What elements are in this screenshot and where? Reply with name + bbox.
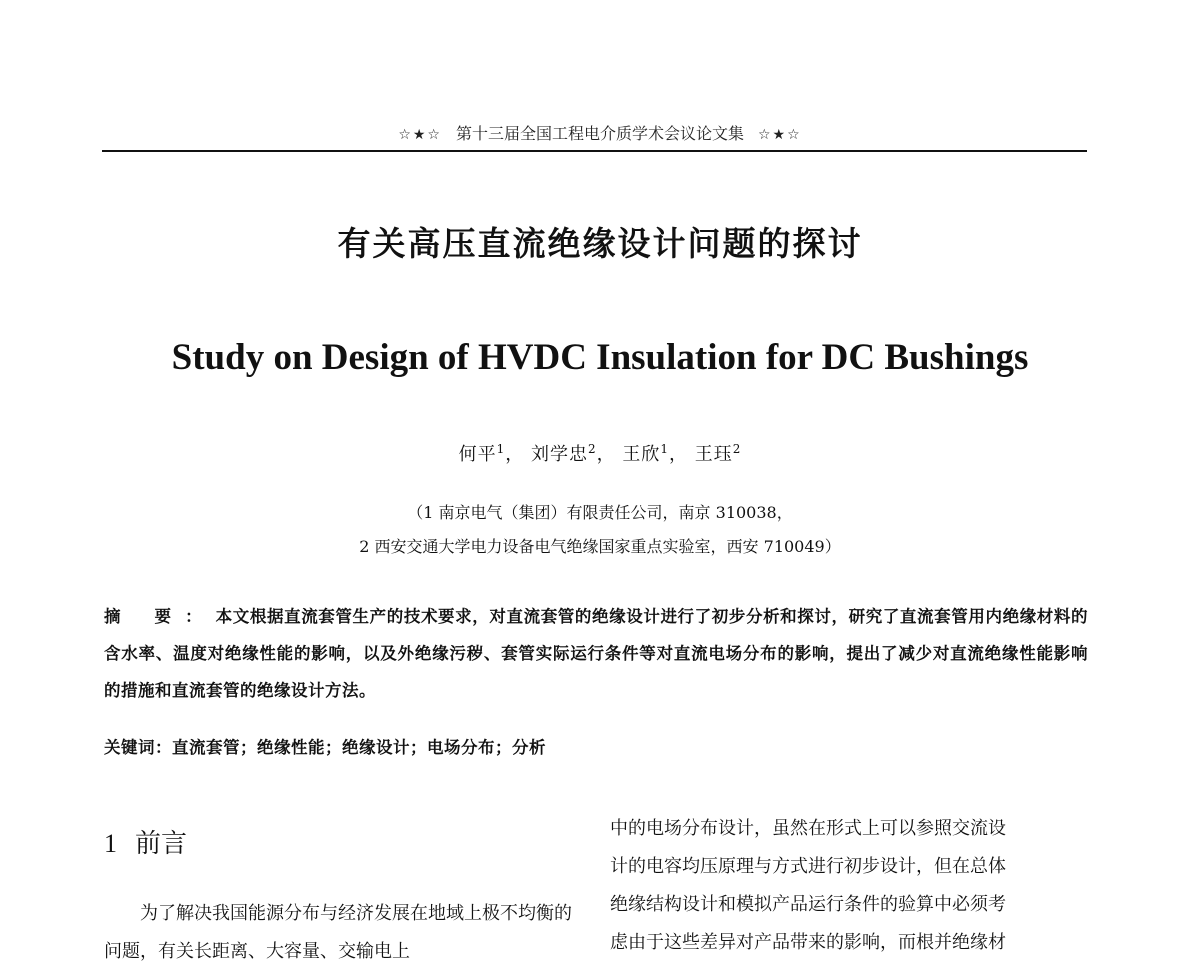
author-affiliation-mark: 2 [587,442,597,456]
running-header [0,121,1200,144]
body-line: 计的电容均压原理与方式进行初步设计，但在总体 [610,856,1006,877]
keywords-label: 关键词： [104,738,172,757]
body-line: 绝缘结构设计和模拟产品运行条件的验算中必须考 [610,894,1006,915]
body-paragraph: 为了解决我国能源分布与经济发展在地域上极不均衡的问题，有关长距离、大容量、交输电上 [104,903,572,962]
author-name: 王珏 [694,444,733,465]
author-list [0,440,1200,466]
author-name: 何平 [458,444,497,465]
abstract-text: 本文根据直流套管生产的技术要求，对直流套管的绝缘设计进行了初步分析和探讨，研究了直流套管用内绝缘材料的含水率、温度对绝缘性能的影响，以及外绝缘污秽、套管实际运行条件等对直流电场分布的影响，提出了减少对直流绝缘性能影响的措施和直流套管的绝缘设计方法。 [104,607,1088,700]
author-separator: ， [505,444,525,465]
author-affiliation-mark: 1 [496,442,506,456]
author-name: 刘学忠 [530,444,588,465]
paper-title-english: Study on Design of HVDC Insulation for DC Bushings [171,337,1029,378]
affiliation-line: （1 南京电气（集团）有限责任公司，南京 310038， [407,503,793,522]
body-column-left [104,895,586,971]
keywords-block [104,734,546,758]
section-number: 1 [104,829,117,858]
star-ornament-right: ☆★☆ [758,127,802,143]
body-line: 中的电场分布设计，虽然在形式上可以参照交流设 [610,818,1006,839]
header-divider [102,150,1087,152]
author-affiliation-mark: 2 [732,442,742,456]
author-affiliation-mark: 1 [660,442,669,456]
author-name: 王欣 [622,444,661,465]
section-title: 前言 [135,829,188,859]
abstract-block [104,598,1088,709]
star-ornament-left: ☆★☆ [398,127,442,143]
author-separator: ， [596,444,616,465]
affiliation-line: 2 西安交通大学电力设备电气绝缘国家重点实验室，西安 710049） [359,537,841,556]
proceedings-title: 第十三届全国工程电介质学术会议论文集 [455,124,744,143]
author-separator: ， [669,444,688,465]
body-line: 虑由于这些差异对产品带来的影响，而根并绝缘材 [610,932,1006,953]
paper-title-chinese: 有关高压直流绝缘设计问题的探讨 [337,224,863,263]
keywords-text: 直流套管；绝缘性能；绝缘设计；电场分布；分析 [172,738,546,757]
section-heading [104,823,187,860]
abstract-label: 摘 要： [104,607,216,626]
body-column-right [610,810,1088,962]
